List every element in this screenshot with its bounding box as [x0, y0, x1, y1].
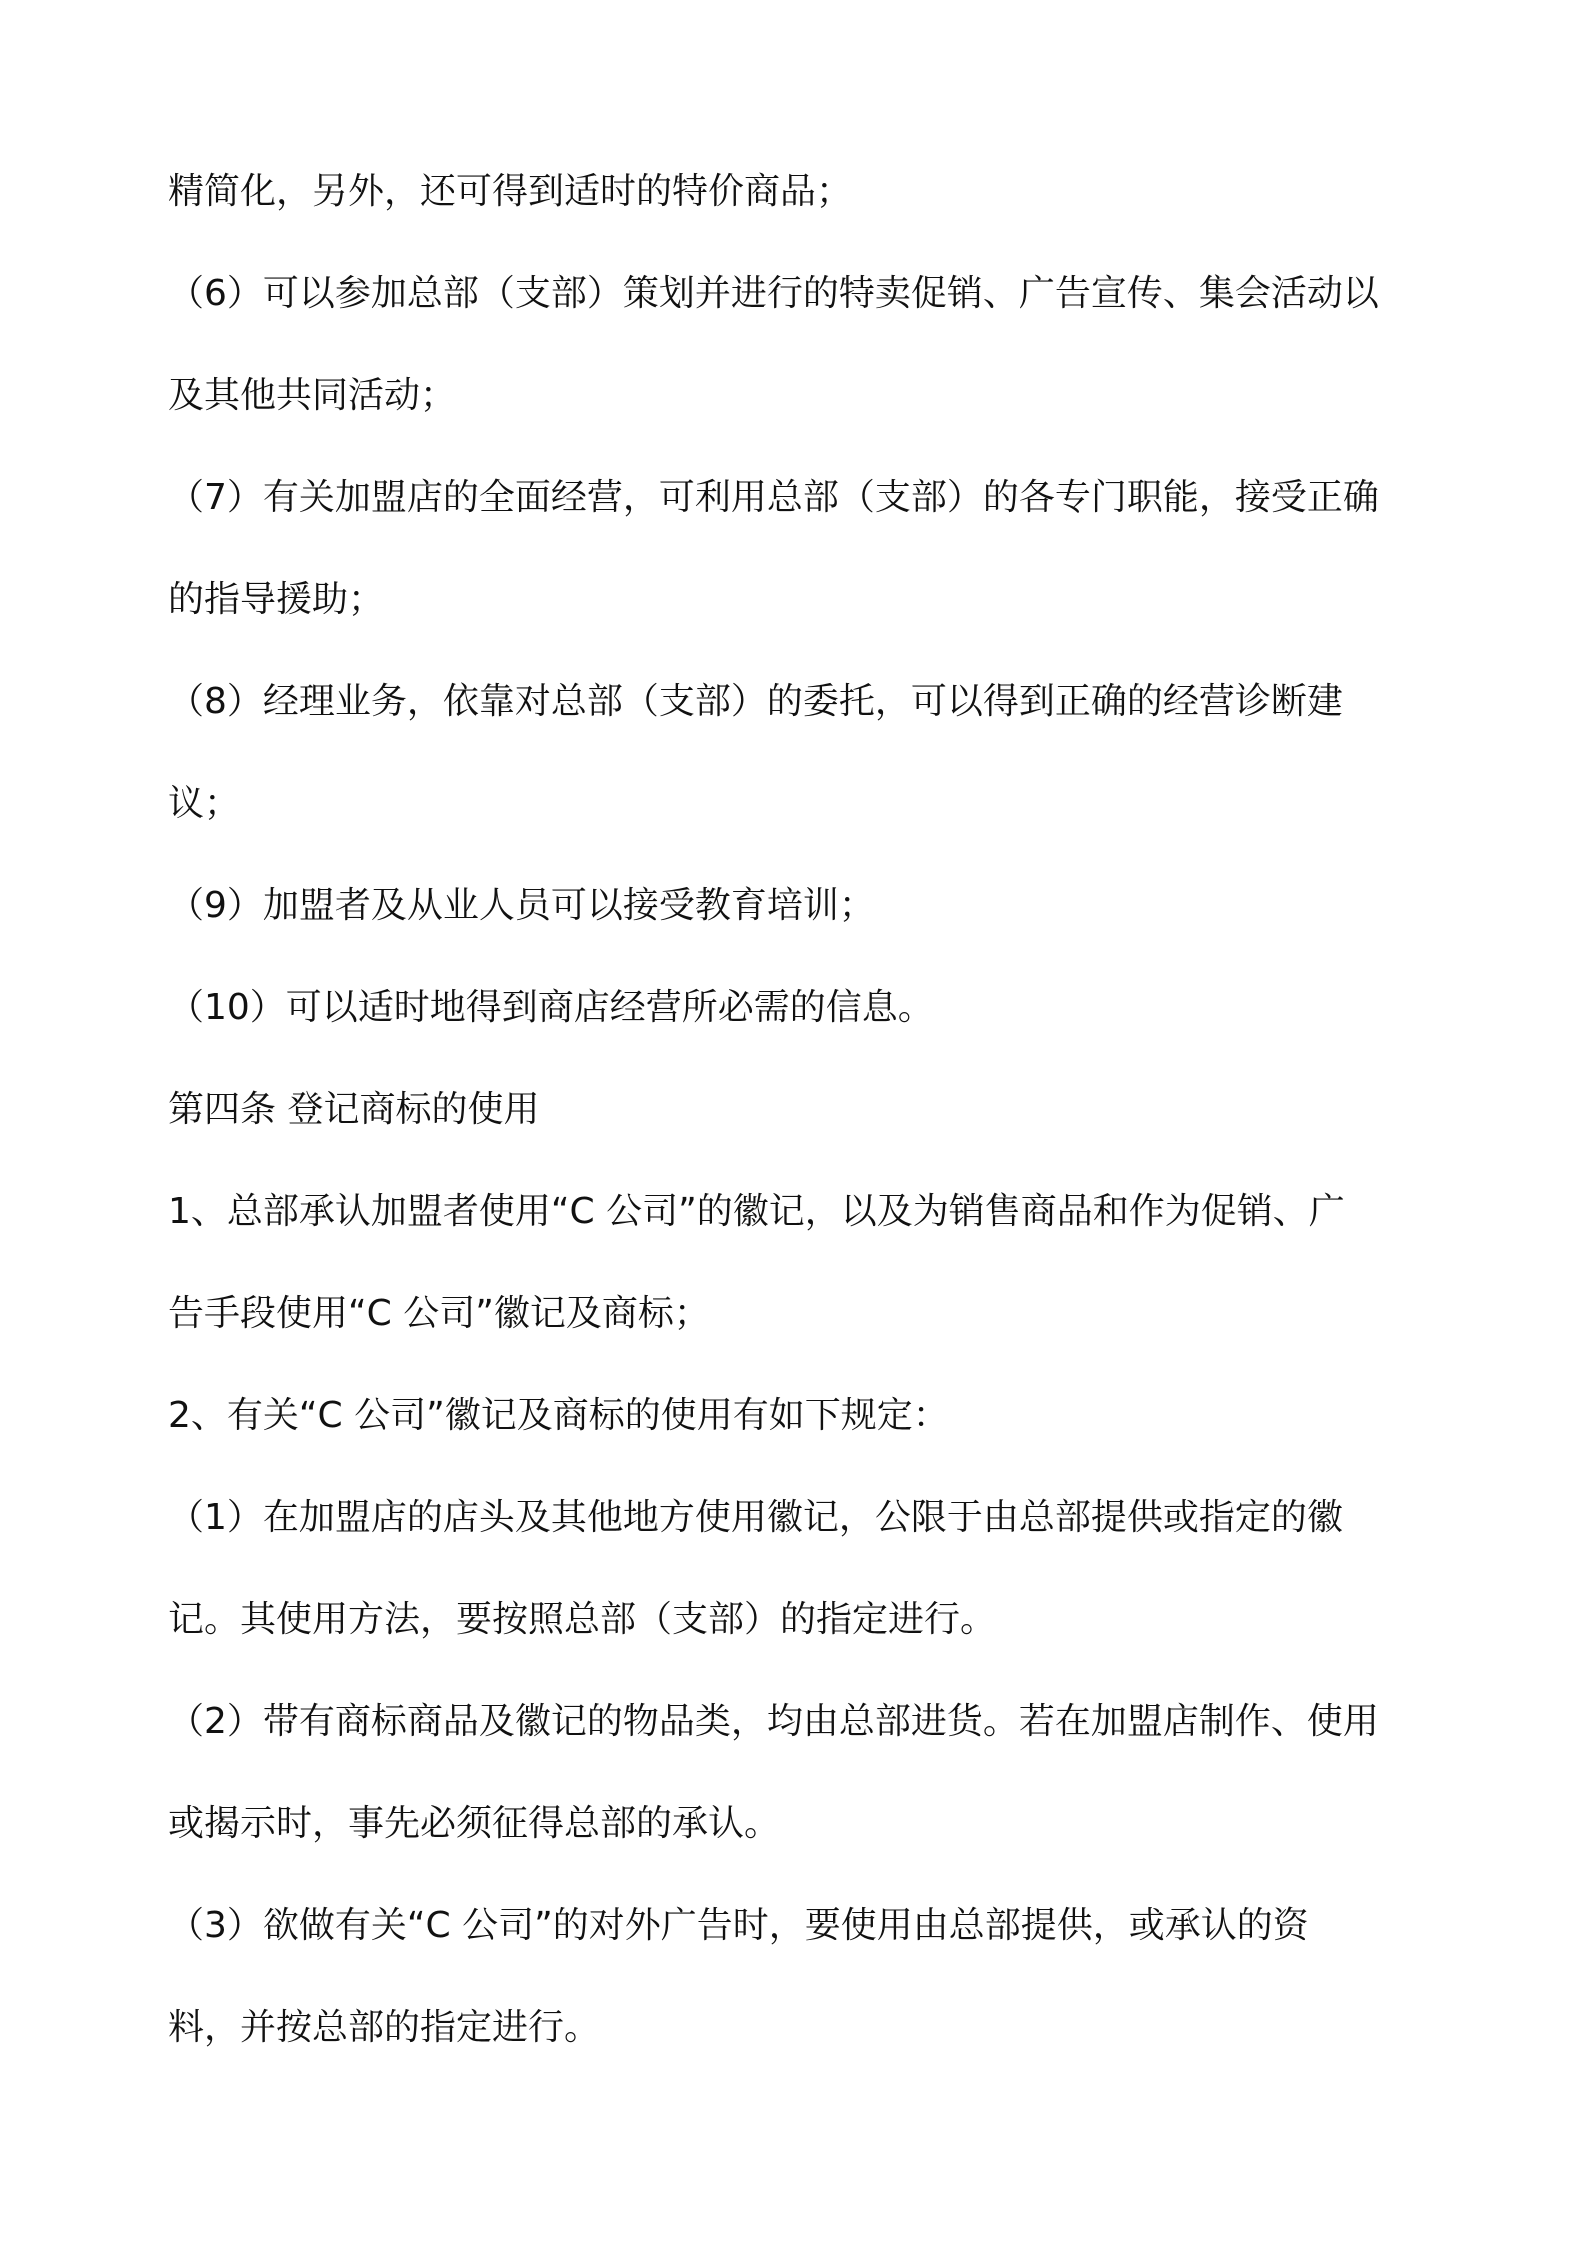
- text-line: （2）带有商标商品及徽记的物品类，均由总部进货。若在加盟店制作、使用: [168, 1701, 1379, 1742]
- text-line: 记。其使用方法，要按照总部（支部）的指定进行。: [168, 1599, 997, 1640]
- section-heading: 第四条 登记商标的使用: [168, 1089, 540, 1130]
- text-line: （6）可以参加总部（支部）策划并进行的特卖促销、广告宣传、集会活动以: [168, 273, 1379, 314]
- text-line: （7）有关加盟店的全面经营，可利用总部（支部）的各专门职能，接受正确: [168, 477, 1379, 518]
- text-line: （1）在加盟店的店头及其他地方使用徽记，公限于由总部提供或指定的徽: [168, 1497, 1343, 1538]
- text-line: （3）欲做有关“C 公司”的对外广告时，要使用由总部提供，或承认的资: [168, 1905, 1309, 1946]
- text-line: 1、总部承认加盟者使用“C 公司”的徽记，以及为销售商品和作为促销、广: [168, 1191, 1345, 1232]
- text-line: 2、有关“C 公司”徽记及商标的使用有如下规定：: [168, 1395, 949, 1436]
- text-line: 议；: [168, 783, 241, 824]
- text-line: （10）可以适时地得到商店经营所必需的信息。: [168, 987, 934, 1028]
- text-line: 或揭示时，事先必须征得总部的承认。: [168, 1803, 781, 1844]
- text-line: （9）加盟者及从业人员可以接受教育培训；: [168, 885, 875, 926]
- text-line: 告手段使用“C 公司”徽记及商标；: [168, 1293, 710, 1334]
- text-line: 料，并按总部的指定进行。: [168, 2007, 601, 2048]
- text-line: （8）经理业务，依靠对总部（支部）的委托，可以得到正确的经营诊断建: [168, 681, 1343, 722]
- text-line: 及其他共同活动；: [168, 375, 457, 416]
- text-line: 的指导援助；: [168, 579, 385, 620]
- text-line: 精简化，另外，还可得到适时的特价商品；: [168, 171, 853, 212]
